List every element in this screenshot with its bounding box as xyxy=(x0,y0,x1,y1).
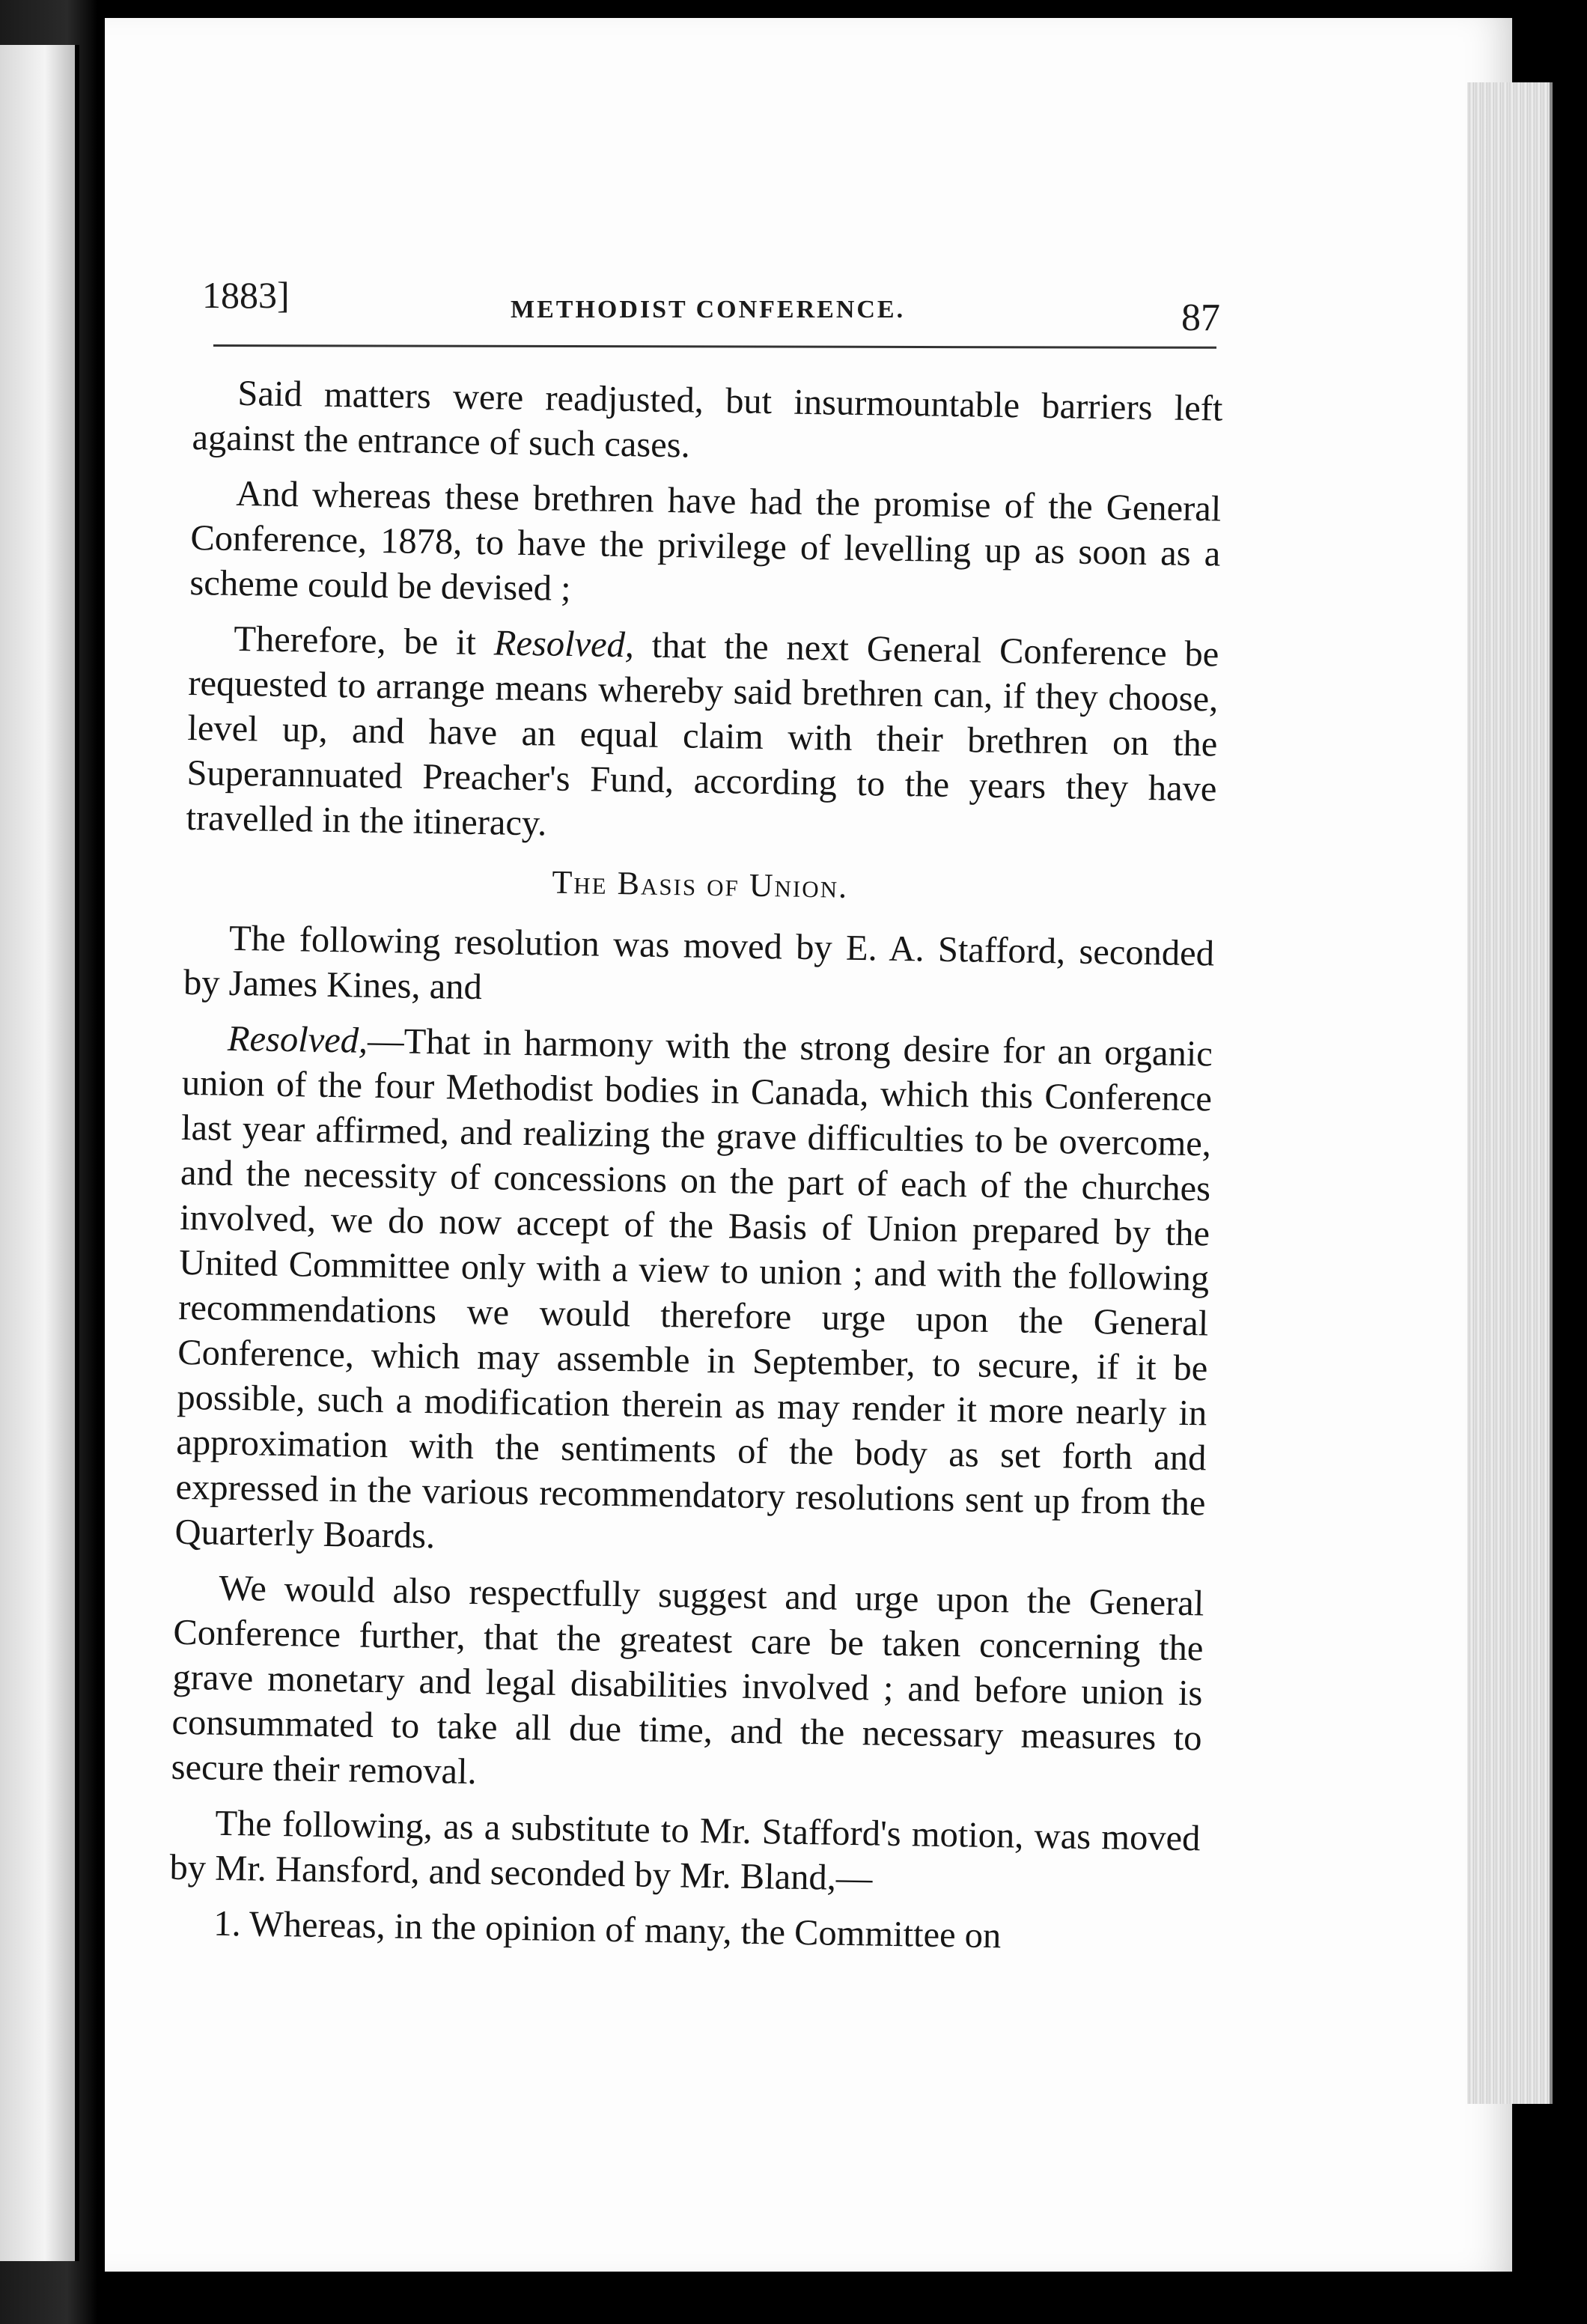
body-text xyxy=(168,371,1223,1972)
paragraph-6: We would also respectfully suggest and urge upon the General Conference further, that the greatest care be taken concerning the grave monetary and legal disabilities involved ; and before union is consummated to take all due time, and the necessary measures to secure their removal. xyxy=(171,1568,1204,1792)
paragraph-2: And whereas these brethren have had the promise of the General Conference, 1878, to have the privilege of levelling up as soon as a scheme could be devised ; xyxy=(189,473,1222,609)
right-border xyxy=(1553,0,1587,2324)
paragraph-3-lead: Therefore, be it xyxy=(233,618,495,663)
paragraph-3-resolved: Resolved, xyxy=(493,623,635,666)
facing-page-edge xyxy=(0,45,79,2261)
paragraph-8: 1. Whereas, in the opinion of many, the Committee on xyxy=(213,1903,1002,1956)
paragraph-5 xyxy=(174,1016,1213,1572)
section-heading: The Basis of Union. xyxy=(552,863,849,905)
page-block-edges xyxy=(1467,82,1553,2104)
paragraph-5-rest: —That in harmony with the strong desire for an organic union of the four Methodist bodies in Canada, which this Conference last year affirmed, and realizing the grave difficulties to be overcome, and the necessity of concessions on the part of each of the churches involved, we do now accept of the Basis of Union prepared by the United Committee only with a view to union ; and with the following recommendations we would therefore urge upon the General Conference, which may assemble in September, to secure, if it be possible, such a modification therein as may render it more nearly in approximation with the sentiments of the body as set forth and expressed in the various recommendatory resolutions sent up from the Quarterly Boards. xyxy=(174,1020,1213,1557)
paragraph-1: Said matters were readjusted, but insurmountable barriers left against the entrance of such cases. xyxy=(192,373,1223,466)
running-header xyxy=(202,266,1220,348)
page-number: 87 xyxy=(1181,296,1220,339)
running-header-year: 1883] xyxy=(202,274,290,316)
paragraph-3-rest: that the next General Conference be requested to arrange means whereby said brethren can, if they choose, level up, and have an equal claim with their brethren on the Superannuated Preacher's Fund, according to the years they have travelled in the itineracy. xyxy=(186,625,1219,844)
paragraph-5-resolved: Resolved, xyxy=(227,1018,368,1061)
running-header-title: METHODIST CONFERENCE. xyxy=(511,296,906,323)
paragraph-7: The following, as a substitute to Mr. Stafford's motion, was moved by Mr. Hansford, and seconded by Mr. Bland,— xyxy=(169,1803,1201,1899)
paragraph-3 xyxy=(186,616,1219,857)
paragraph-4: The following resolution was moved by E. A. Stafford, seconded by James Kines, and xyxy=(183,918,1215,1008)
